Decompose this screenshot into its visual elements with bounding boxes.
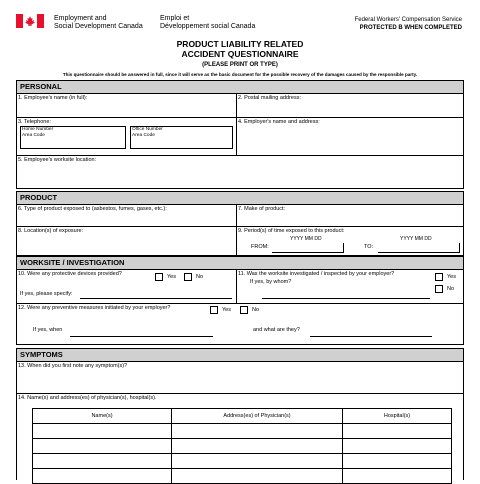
- table-header-row: [33, 409, 452, 424]
- table-cell[interactable]: [343, 469, 452, 484]
- preventive-yes-checkbox[interactable]: [210, 306, 218, 314]
- divider: [16, 226, 464, 227]
- to-date-field[interactable]: [378, 243, 460, 253]
- preventive-measures-label: 12. Were any preventive measures initiated by your employer?: [18, 305, 171, 311]
- first-symptom-field[interactable]: [18, 371, 462, 391]
- service-name: Federal Workers' Compensation Service: [354, 17, 462, 23]
- preventive-what-label: and what are they?: [253, 327, 300, 333]
- divider: [16, 155, 464, 156]
- product-type-field[interactable]: [18, 213, 234, 225]
- protective-specify-field[interactable]: [80, 290, 232, 299]
- table-cell[interactable]: [172, 454, 343, 469]
- preventive-when-field[interactable]: [70, 328, 213, 337]
- product-type-label: 6. Type of product exposed to (asbestos, fumes, gases, etc.):: [18, 206, 167, 212]
- employee-name-field[interactable]: [18, 103, 234, 116]
- dept-fr-line1: Emploi et: [160, 15, 190, 22]
- protected-label: PROTECTED B WHEN COMPLETED: [359, 25, 462, 31]
- protective-yes-checkbox[interactable]: [155, 273, 163, 281]
- table-row: [33, 454, 452, 469]
- office-number-label: Office Number: [132, 127, 163, 132]
- column-header-hospitals: Hospital(s): [343, 409, 452, 424]
- preventive-when-label: If yes, when: [33, 327, 63, 333]
- form-title: [0, 40, 480, 59]
- canada-flag-icon: [16, 14, 44, 28]
- table-row: [33, 439, 452, 454]
- physicians-label: 14. Name(s) and address(es) of physician(s), hospital(s).: [18, 395, 157, 401]
- investigated-no-label: No: [447, 286, 455, 292]
- table-cell[interactable]: [172, 424, 343, 439]
- employee-name-label: 1. Employee's name (in full):: [18, 95, 88, 101]
- office-area-label: Area Code: [132, 133, 155, 138]
- divider: [236, 93, 237, 155]
- title-line2: ACCIDENT QUESTIONNAIRE: [181, 48, 299, 59]
- protective-no-checkbox[interactable]: [184, 273, 192, 281]
- investigated-no-checkbox[interactable]: [435, 285, 443, 293]
- section-product: PRODUCT: [16, 191, 464, 205]
- dept-en-line1: Employment and: [54, 15, 107, 22]
- home-area-label: Area Code: [22, 133, 45, 138]
- section-worksite: WORKSITE / INVESTIGATION: [16, 256, 464, 270]
- investigated-whom-field[interactable]: [262, 290, 430, 299]
- product-make-field[interactable]: [238, 213, 462, 225]
- form-instruction: This questionnaire should be answered in full, since it will serve as the basic document for the possible recovery of the damages caused by the responsible party.: [62, 72, 418, 77]
- preventive-no-label: No: [252, 307, 260, 313]
- exposure-period-label: 9. Period(s) of time exposed to this product:: [238, 228, 345, 234]
- divider: [16, 303, 464, 304]
- investigated-whom-label: If yes, by whom?: [250, 279, 292, 285]
- divider: [16, 393, 464, 394]
- preventive-yes-label: Yes: [222, 307, 231, 313]
- postal-address-label: 2. Postal mailing address:: [238, 95, 301, 101]
- column-header-names: Name(s): [33, 409, 172, 424]
- date-format-to: YYYY MM DD: [400, 236, 432, 242]
- date-format-from: YYYY MM DD: [290, 236, 322, 242]
- exposure-location-label: 8. Location(s) of exposure:: [18, 228, 84, 234]
- investigated-yes-checkbox[interactable]: [435, 273, 443, 281]
- section-personal: PERSONAL: [16, 80, 464, 94]
- investigated-label: 11. Was the worksite investigated / inspected by your employer?: [238, 271, 395, 277]
- protective-devices-label: 10. Were any protective devices provided?: [18, 271, 122, 277]
- protective-yes-label: Yes: [167, 274, 176, 280]
- table-cell[interactable]: [343, 454, 452, 469]
- section-symptoms: SYMPTOMS: [16, 348, 464, 362]
- dept-fr-line2: Développement social Canada: [160, 23, 256, 30]
- divider: [236, 204, 237, 256]
- telephone-label: 3. Telephone:: [18, 119, 51, 125]
- table-cell[interactable]: [33, 454, 172, 469]
- physicians-table: [32, 408, 452, 484]
- column-header-addresses: Address(es) of Physician(s): [172, 409, 343, 424]
- preventive-what-field[interactable]: [310, 328, 432, 337]
- protective-specify-label: If yes, please specify:: [20, 291, 73, 297]
- protective-no-label: No: [196, 274, 204, 280]
- postal-address-field[interactable]: [238, 103, 462, 116]
- home-number-label: Home Number: [22, 127, 54, 132]
- divider: [16, 117, 464, 118]
- investigated-yes-label: Yes: [447, 274, 456, 280]
- table-cell[interactable]: [33, 424, 172, 439]
- table-row: [33, 424, 452, 439]
- worksite-location-label: 5. Employee's worksite location:: [18, 157, 97, 163]
- table-row: [33, 469, 452, 484]
- from-label: FROM:: [251, 244, 269, 250]
- title-line1: PRODUCT LIABILITY RELATED: [176, 39, 304, 49]
- table-cell[interactable]: [33, 469, 172, 484]
- preventive-no-checkbox[interactable]: [240, 306, 248, 314]
- to-label: TO:: [364, 244, 374, 250]
- table-cell[interactable]: [343, 439, 452, 454]
- worksite-location-field[interactable]: [18, 165, 462, 187]
- from-date-field[interactable]: [272, 243, 344, 253]
- table-cell[interactable]: [172, 439, 343, 454]
- employer-label: 4. Employer's name and address:: [238, 119, 320, 125]
- table-cell[interactable]: [172, 469, 343, 484]
- print-instruction: (PLEASE PRINT OR TYPE): [202, 62, 278, 68]
- table-cell[interactable]: [33, 439, 172, 454]
- table-cell[interactable]: [343, 424, 452, 439]
- dept-en-line2: Social Development Canada: [54, 23, 143, 30]
- first-symptom-label: 13. When did you first note any symptom(s)?: [18, 363, 128, 369]
- divider: [236, 269, 237, 303]
- exposure-location-field[interactable]: [18, 236, 234, 254]
- product-make-label: 7. Make of product:: [238, 206, 286, 212]
- employer-field[interactable]: [238, 127, 462, 153]
